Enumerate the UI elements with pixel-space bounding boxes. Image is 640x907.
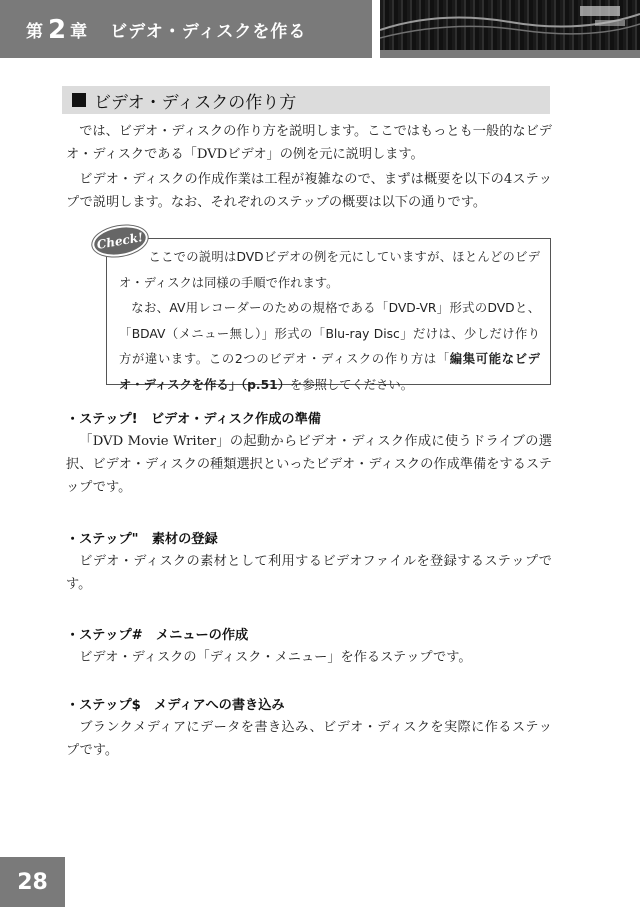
decorative-lines-graphic bbox=[380, 0, 640, 50]
check-note-line-2 bbox=[119, 296, 540, 398]
step-2-body: ビデオ・ディスクの素材として利用するビデオファイルを登録するステップです。 bbox=[66, 554, 552, 592]
step-4-body: ブランクメディアにデータを書き込み、ビデオ・ディスクを実際に作るステップです。 bbox=[66, 720, 552, 758]
check-note-line-1: ここでの説明はDVDビデオの例を元にしていますが、ほとんどのビデオ・ディスクは同様の手順で作れます。 bbox=[119, 250, 540, 290]
chapter-header bbox=[0, 0, 372, 58]
section-heading bbox=[62, 86, 550, 114]
step-1-heading: ・ステップ! ビデオ・ディスク作成の準備 bbox=[66, 412, 321, 427]
section-title: ビデオ・ディスクの作り方 bbox=[94, 92, 297, 113]
check-note-reference: 編集可能なビデオ・ディスクを作る」（p.51） bbox=[119, 352, 540, 392]
step-3-body: ビデオ・ディスクの「ディスク・メニュー」を作るステップです。 bbox=[79, 650, 472, 665]
chapter-number: 2 bbox=[48, 15, 67, 45]
chapter-suffix: 章 bbox=[70, 21, 89, 42]
chapter-prefix: 第 bbox=[26, 21, 44, 42]
page-number: 28 bbox=[0, 857, 65, 907]
step-4-heading: ・ステップ$ メディアへの書き込み bbox=[66, 698, 285, 713]
check-badge-icon: Check! bbox=[90, 221, 150, 260]
step-3-heading: ・ステップ# メニューの作成 bbox=[66, 628, 249, 643]
chapter-title: ビデオ・ディスクを作る bbox=[110, 21, 307, 42]
check-note-box bbox=[106, 238, 551, 392]
intro-paragraph-2: ビデオ・ディスクの作成作業は工程が複雑なので、まずは概要を以下の4ステップで説明します。なお、それぞれのステップの概要は以下の通りです。 bbox=[66, 172, 552, 210]
header-decoration-image bbox=[380, 0, 640, 50]
intro-paragraph-1: では、ビデオ・ディスクの作り方を説明します。ここではもっとも一般的なビデオ・ディスクである「DVDビデオ」の例を元に説明します。 bbox=[66, 124, 552, 162]
step-2-heading: ・ステップ" 素材の登録 bbox=[66, 532, 218, 547]
check-note-text: なお、AV用レコーダーのための規格である「DVD-VR」形式のDVDと、「BDAV（メニュー無し）」形式の「Blu-ray Disc」だけは、少しだけ作り方が違います。この2つのビデオ・ディスクの作り方は「 bbox=[119, 301, 540, 366]
header-underline bbox=[380, 50, 640, 58]
square-bullet-icon bbox=[72, 93, 86, 107]
check-note-tail: を参照してください。 bbox=[290, 377, 413, 392]
step-1-body: 「DVD Movie Writer」の起動からビデオ・ディスク作成に使うドライブの選択、ビデオ・ディスクの種類選択といったビデオ・ディスクの作成準備をするステップです。 bbox=[66, 434, 552, 495]
